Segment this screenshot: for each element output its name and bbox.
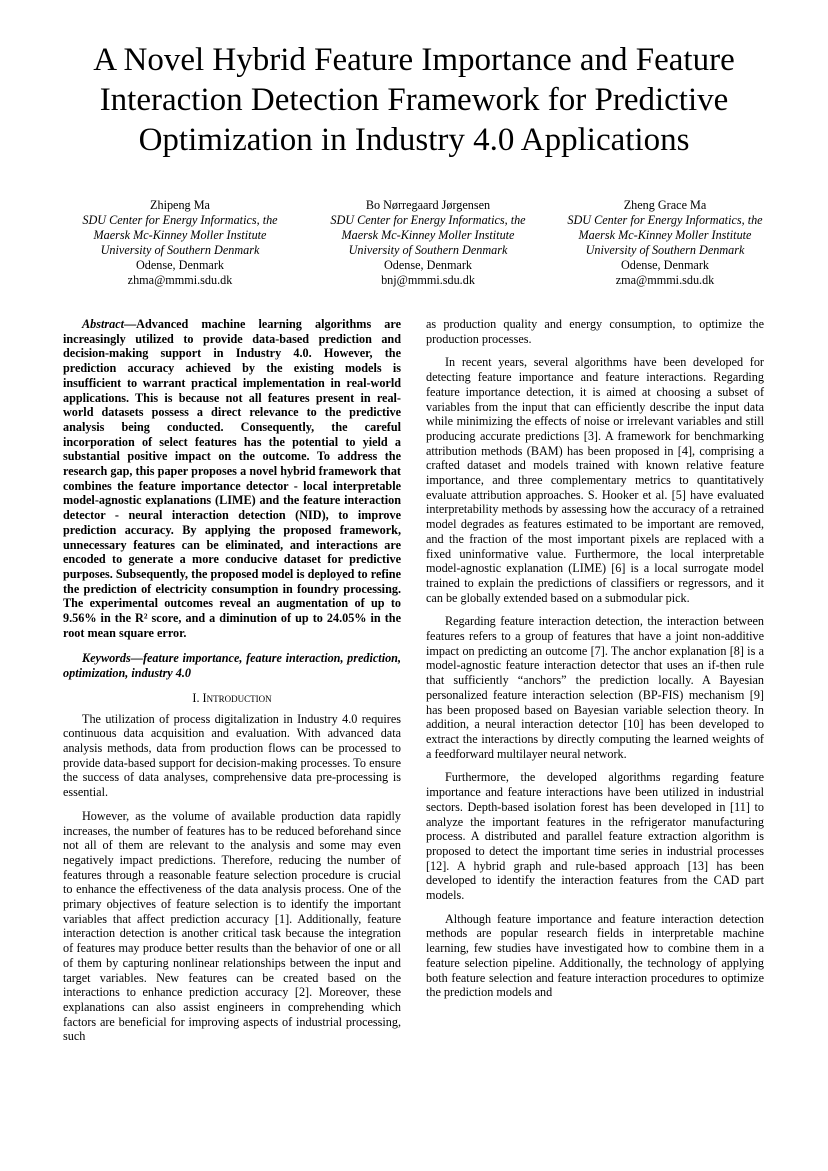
title-line-3: Optimization in Industry 4.0 Applications xyxy=(138,122,690,158)
author-affiliation: SDU Center for Energy Informatics, the xyxy=(82,213,278,227)
left-column xyxy=(63,317,401,1044)
author-city: Odense, Denmark xyxy=(136,258,224,272)
author-email: bnj@mmmi.sdu.dk xyxy=(381,273,475,287)
author-affiliation: SDU Center for Energy Informatics, the xyxy=(330,213,526,227)
author-email: zma@mmmi.sdu.dk xyxy=(615,273,715,287)
author-2 xyxy=(303,198,553,288)
title-line-2: Interaction Detection Framework for Predictive xyxy=(99,82,729,118)
author-name: Zheng Grace Ma xyxy=(623,198,707,212)
author-affiliation: University of Southern Denmark xyxy=(585,243,745,257)
body-paragraph: In recent years, several algorithms have been developed for detecting feature importance and feature interactions. Regarding feature importance detection, it is aimed at choosing a subset of variables from the input that can efficiently describe the input data while minimizing the effects of noise or irrelevant variables and still producing accurate predictions [3]. A framework for benchmarking attribution methods (BAM) has been proposed in [4], comprising a crafted dataset and models trained with known relative feature importance, and three complementary metrics to quantitatively evaluate attribution approaches. S. Hooker et al. [5] have evaluated interpretability methods by assessing how the accuracy of a retrained model degrades as features estimated to be important are removed, and the fraction of the most important pixels are replaced with a fixed uninformative value. Furthermore, the local interpretable model-agnostic explanation (LIME) [6] is a local surrogate model trained to explain the predictions of classifiers or regressors, and it can be globally extended based on a submodular pick. xyxy=(426,355,764,605)
right-column xyxy=(426,317,764,1000)
author-name: Zhipeng Ma xyxy=(150,198,210,212)
abstract-text: —Advanced machine learning algorithms are increasingly utilized to provide data-based prediction and decision-making support in Industry 4.0. However, the prediction accuracy achieved by the existing models is insufficient to warrant practical implementation in real-world applications. This is because not all features present in real-world datasets possess a direct relevance to the predictive analysis being conducted. Consequently, the careful incorporation of select features has the potential to yield a substantial positive impact on the outcome. To address the research gap, this paper proposes a novel hybrid framework that combines the feature importance detector - local interpretable model-agnostic explanations (LIME) and the feature interaction detector - neural interaction detection (NID), to improve prediction accuracy. By applying the proposed framework, unnecessary features can be eliminated, and interactions are encoded to generate a more conducive dataset for predictive purposes. Subsequently, the proposed model is deployed to refine the prediction of electricity consumption in foundry processing. The experimental outcomes reveal an augmentation of up to 9.56% in the R² score, and a diminution of up to 24.05% in the root mean square error. xyxy=(63,317,401,640)
section-title: Introduction xyxy=(202,690,272,705)
author-email: zhma@mmmi.sdu.dk xyxy=(127,273,233,287)
author-city: Odense, Denmark xyxy=(621,258,709,272)
body-paragraph: Regarding feature interaction detection, the interaction between features refers to a group of features that have a joint non-additive impact on predicting an outcome [7]. The anchor explanation [8] is a model-agnostic feature interaction detector that uses an if-then rule that sufficiently “anchors” the prediction locally. A Bayesian personalized feature interaction selection (BP-FIS) mechanism [9] has been proposed based on Bayesian variable selection theory. In addition, a neural interaction detector [10] has been developed to extract the interactions by directly computing the learned weights of a feedforward multilayer neural network. xyxy=(426,614,764,761)
body-paragraph: The utilization of process digitalization in Industry 4.0 requires continuous data acquisition and evaluation. With advanced data analysis methods, data from production flows can be processed to provide data-based support for decision-making processes. To ensure the success of data analyses, comprehensive data pre-processing is essential. xyxy=(63,711,401,800)
author-city: Odense, Denmark xyxy=(384,258,472,272)
author-1 xyxy=(55,198,305,288)
author-name: Bo Nørregaard Jørgensen xyxy=(365,198,491,212)
author-affiliation: Maersk Mc-Kinney Moller Institute xyxy=(578,228,752,242)
body-paragraph: Furthermore, the developed algorithms regarding feature importance and feature interactions have been utilized in industrial sectors. Depth-based isolation forest has been developed in [11] to analyze the important features in the refrigerator manufacturing process. A distributed and parallel feature extraction algorithm is proposed to detect the important time series in industrial processes [12]. A hybrid graph and rule-based approach [13] has been developed to identify the interaction features from the CAD part models. xyxy=(426,770,764,903)
section-heading xyxy=(63,691,401,706)
title-line-1: A Novel Hybrid Feature Importance and Feature xyxy=(93,42,735,78)
section-number: I. xyxy=(192,690,200,705)
paper-title xyxy=(40,40,788,160)
abstract xyxy=(63,317,401,640)
author-affiliation: University of Southern Denmark xyxy=(100,243,260,257)
body-paragraph: Although feature importance and feature interaction detection methods are popular research fields in interpretable machine learning, few studies have investigated how to combine them in a feature selection pipeline. Additionally, the technology of applying both feature selection and feature interaction procedures to optimize the prediction models and xyxy=(426,911,764,1000)
author-3 xyxy=(540,198,790,288)
author-affiliation: University of Southern Denmark xyxy=(348,243,508,257)
keywords: Keywords—feature importance, feature interaction, prediction, optimization, industry 4.0 xyxy=(63,651,401,681)
author-affiliation: Maersk Mc-Kinney Moller Institute xyxy=(341,228,515,242)
body-paragraph: as production quality and energy consumption, to optimize the production processes. xyxy=(426,317,764,346)
abstract-lead: Abstract xyxy=(82,317,124,331)
body-paragraph: However, as the volume of available production data rapidly increases, the number of features has to be reduced beforehand since not all of them are relevant to the analysis and some may even negatively impact predictions. Therefore, reducing the number of features through a reasonable feature selection procedure is crucial to enhance the effectiveness of the data analysis process. One of the primary objectives of feature selection is to identify the important variables that affect prediction accuracy [1]. Additionally, feature interaction detection is another critical task because the integration of features may produce better results than the behavior of one or all of them by capturing nonlinear relationships between the input and target variables. New features can be created based on the interactions to enhance prediction accuracy [2]. Moreover, these explanations can also assist engineers in comprehending which factors are beneficial for improving aspects of industrial processing, such xyxy=(63,808,401,1044)
author-affiliation: Maersk Mc-Kinney Moller Institute xyxy=(93,228,267,242)
author-affiliation: SDU Center for Energy Informatics, the xyxy=(567,213,763,227)
